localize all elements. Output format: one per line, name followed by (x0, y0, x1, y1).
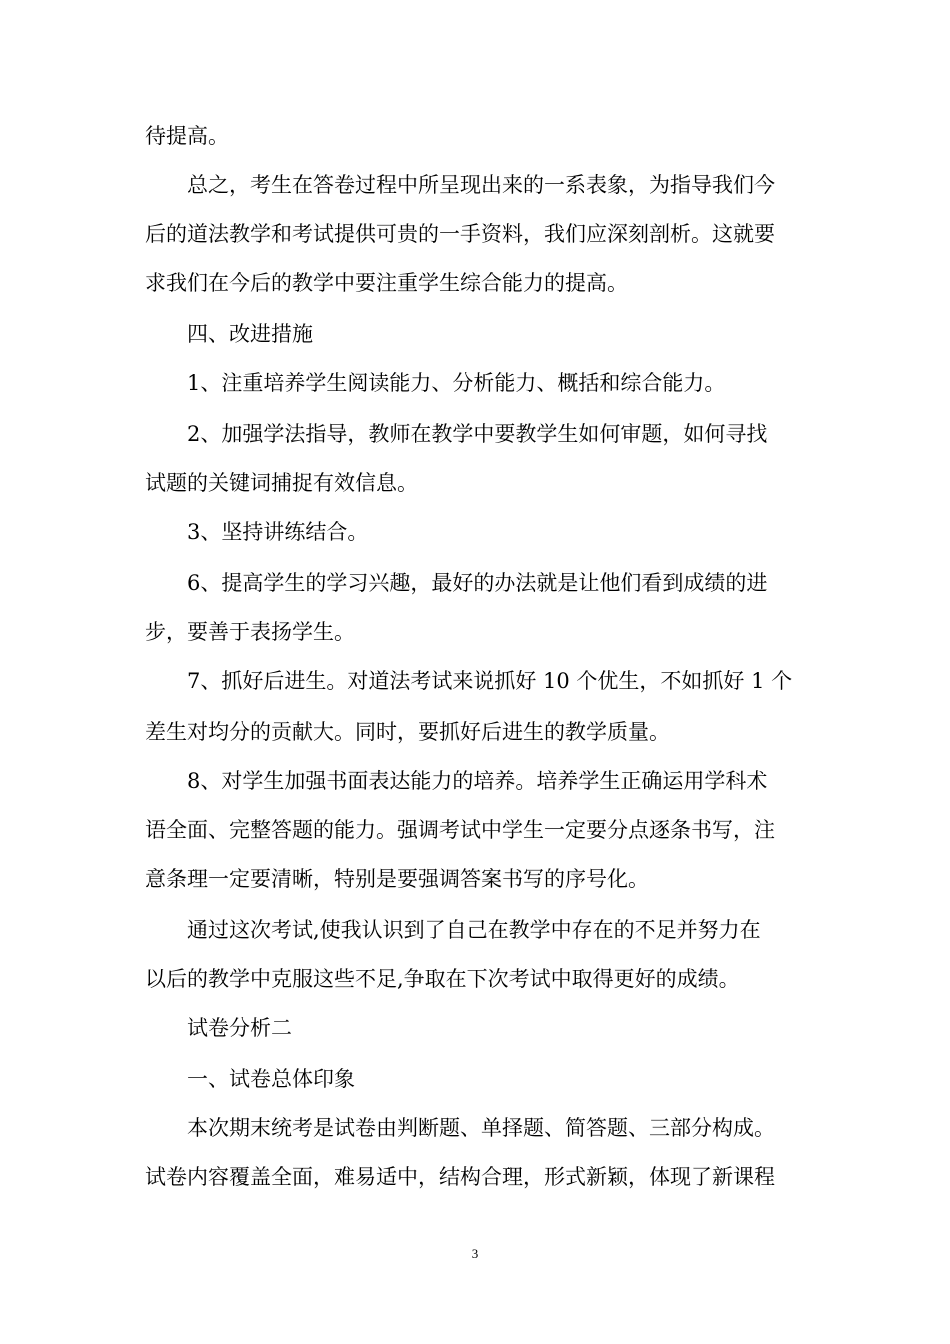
list-item: 1、注重培养学生阅读能力、分析能力、概括和综合能力。 (187, 371, 726, 395)
text-line: 后的道法教学和考试提供可贵的一手资料，我们应深刻剖析。这就要 (145, 222, 775, 246)
list-item: 7、抓好后进生。对道法考试来说抓好 10 个优生，不如抓好 1 个 (187, 669, 793, 693)
section-heading: 一、试卷总体印象 (187, 1067, 355, 1091)
paragraph-start: 通过这次考试,使我认识到了自己在教学中存在的不足并努力在 (187, 918, 761, 942)
paragraph-start: 本次期末统考是试卷由判断题、单择题、简答题、三部分构成。 (187, 1116, 775, 1140)
text-line: 试卷内容覆盖全面，难易适中，结构合理，形式新颖，体现了新课程 (145, 1165, 775, 1189)
section-heading: 四、改进措施 (187, 322, 313, 346)
text-line: 意条理一定要清晰，特别是要强调答案书写的序号化。 (145, 867, 649, 891)
page-number: 3 (471, 1246, 479, 1261)
paragraph-start: 总之，考生在答卷过程中所呈现出来的一系表象，为指导我们今 (187, 173, 775, 197)
section-title: 试卷分析二 (187, 1016, 292, 1040)
list-item: 3、坚持讲练结合。 (187, 520, 369, 544)
list-item: 2、加强学法指导，教师在教学中要教学生如何审题，如何寻找 (187, 422, 768, 446)
text-line: 步，要善于表扬学生。 (145, 620, 355, 644)
list-item: 6、提高学生的学习兴趣，最好的办法就是让他们看到成绩的进 (187, 571, 768, 595)
text-line: 试题的关键词捕捉有效信息。 (145, 471, 418, 495)
text-line: 求我们在今后的教学中要注重学生综合能力的提高。 (145, 271, 628, 295)
text-line: 差生对均分的贡献大。同时，要抓好后进生的教学质量。 (145, 720, 670, 744)
list-item: 8、对学生加强书面表达能力的培养。培养学生正确运用学科术 (187, 769, 768, 793)
text-line: 以后的教学中克服这些不足,争取在下次考试中取得更好的成绩。 (145, 967, 740, 991)
text-line: 待提高。 (145, 124, 229, 148)
text-line: 语全面、完整答题的能力。强调考试中学生一定要分点逐条书写，注 (145, 818, 775, 842)
